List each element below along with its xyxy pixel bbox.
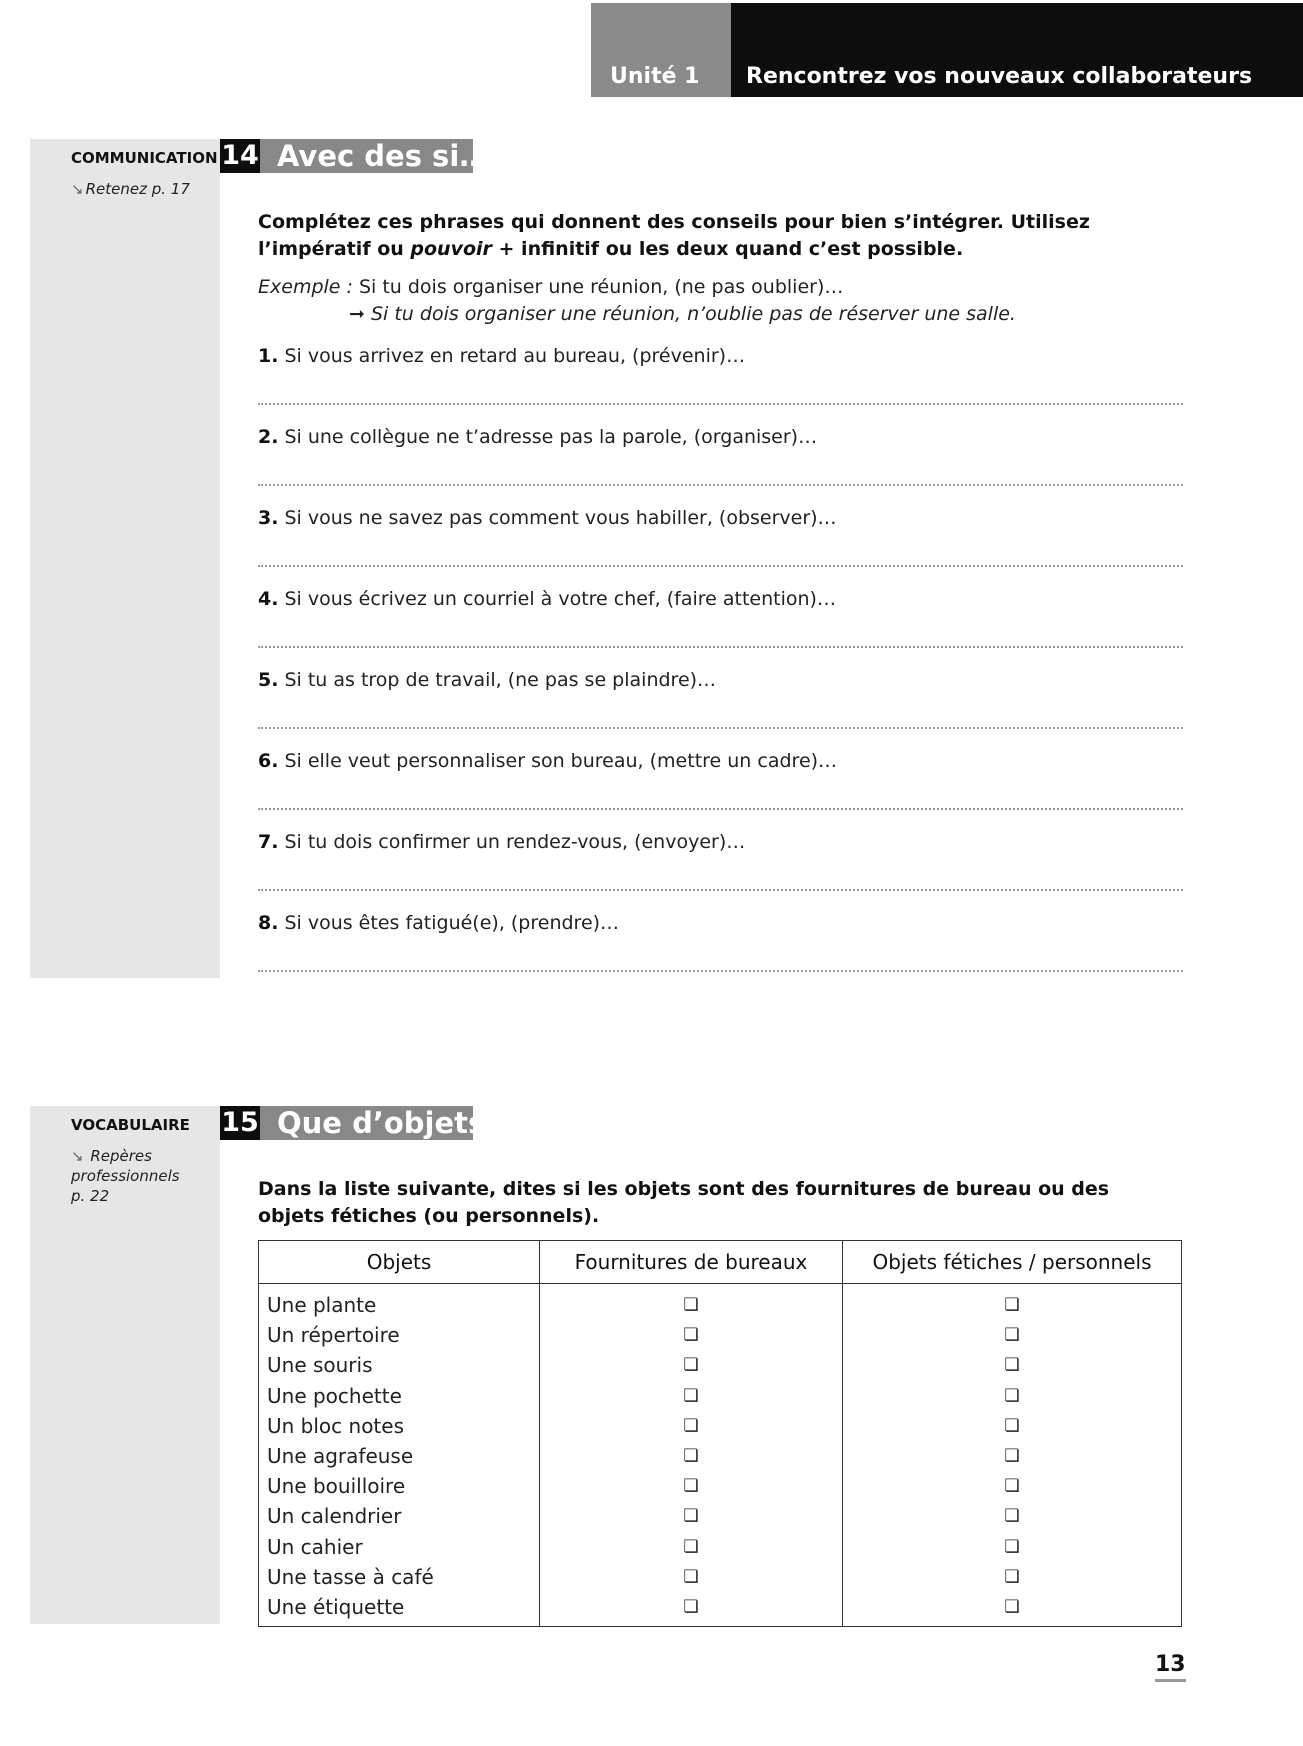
- exercise-instruction: Dans la liste suivante, dites si les objets sont des fournitures de bureau ou des objets fétiches (ou personnels).: [258, 1178, 1110, 1227]
- item-number: 8.: [258, 912, 279, 934]
- sidebar-reference: [71, 1146, 180, 1206]
- answer-line[interactable]: [258, 889, 1183, 891]
- office-supplies-checkbox[interactable]: ❏: [540, 1562, 843, 1592]
- object-name: Un répertoire: [259, 1320, 540, 1350]
- exercise-instruction: [258, 209, 1158, 263]
- office-supplies-checkbox[interactable]: ❏: [540, 1532, 843, 1562]
- example-answer-text: Si tu dois organiser une réunion, n’oublie pas de réserver une salle.: [370, 303, 1016, 325]
- answer-line[interactable]: [258, 970, 1183, 972]
- objects-table: [258, 1240, 1182, 1627]
- exercise-item: [258, 750, 837, 772]
- arrow-right-icon: ➞: [349, 303, 365, 325]
- item-text: Si tu dois confirmer un rendez-vous, (envoyer)…: [284, 831, 746, 853]
- table-row: [259, 1471, 1182, 1501]
- table-row: [259, 1501, 1182, 1531]
- column-header: Objets fétiches / personnels: [843, 1241, 1182, 1284]
- office-supplies-checkbox[interactable]: ❏: [540, 1411, 843, 1441]
- personal-object-checkbox[interactable]: ❏: [843, 1471, 1182, 1501]
- item-number: 2.: [258, 426, 279, 448]
- table-row: [259, 1320, 1182, 1350]
- exercise-number: 14: [221, 140, 259, 171]
- personal-object-checkbox[interactable]: ❏: [843, 1562, 1182, 1592]
- item-number: 4.: [258, 588, 279, 610]
- personal-object-checkbox[interactable]: ❏: [843, 1320, 1182, 1350]
- arrow-down-right-icon: ↘: [71, 1147, 84, 1165]
- header-unit-box: [591, 3, 731, 97]
- exercise-title: Avec des si…: [260, 139, 473, 173]
- sidebar-communication: [30, 139, 220, 978]
- arrow-down-right-icon: ↘: [71, 180, 84, 198]
- answer-line[interactable]: [258, 727, 1183, 729]
- object-name: Une pochette: [259, 1381, 540, 1411]
- object-name: Une agrafeuse: [259, 1441, 540, 1471]
- example-label: Exemple :: [258, 276, 353, 298]
- item-text: Si une collègue ne t’adresse pas la parole, (organiser)…: [284, 426, 818, 448]
- item-number: 1.: [258, 345, 279, 367]
- table-row: [259, 1350, 1182, 1380]
- answer-line[interactable]: [258, 403, 1183, 405]
- reference-text: Repères: [90, 1147, 152, 1165]
- table-row: [259, 1284, 1182, 1321]
- object-name: Un cahier: [259, 1532, 540, 1562]
- object-name: Une plante: [259, 1284, 540, 1321]
- reference-text: Retenez p. 17: [85, 180, 190, 198]
- office-supplies-checkbox[interactable]: ❏: [540, 1350, 843, 1380]
- example-text: Si tu dois organiser une réunion, (ne pas oublier)…: [352, 276, 844, 298]
- table-row: [259, 1381, 1182, 1411]
- office-supplies-checkbox[interactable]: ❏: [540, 1592, 843, 1627]
- object-name: Une souris: [259, 1350, 540, 1380]
- instruction-text: Complétez ces phrases qui donnent des conseils pour bien s’intégrer. Utilisez l’impératif ou: [258, 211, 1090, 260]
- exercise-item: [258, 345, 745, 367]
- office-supplies-checkbox[interactable]: ❏: [540, 1381, 843, 1411]
- object-name: Un bloc notes: [259, 1411, 540, 1441]
- example-answer: [349, 303, 1016, 325]
- office-supplies-checkbox[interactable]: ❏: [540, 1471, 843, 1501]
- personal-object-checkbox[interactable]: ❏: [843, 1532, 1182, 1562]
- table-row: [259, 1441, 1182, 1471]
- item-text: Si vous ne savez pas comment vous habiller, (observer)…: [284, 507, 837, 529]
- item-number: 6.: [258, 750, 279, 772]
- item-text: Si vous êtes fatigué(e), (prendre)…: [284, 912, 620, 934]
- personal-object-checkbox[interactable]: ❏: [843, 1350, 1182, 1380]
- sidebar-category: VOCABULAIRE: [71, 1116, 190, 1134]
- table-row: [259, 1592, 1182, 1627]
- answer-line[interactable]: [258, 808, 1183, 810]
- item-number: 7.: [258, 831, 279, 853]
- personal-object-checkbox[interactable]: ❏: [843, 1284, 1182, 1321]
- object-name: Un calendrier: [259, 1501, 540, 1531]
- table-row: [259, 1411, 1182, 1441]
- answer-line[interactable]: [258, 646, 1183, 648]
- unit-title: Rencontrez vos nouveaux collaborateurs: [746, 64, 1253, 89]
- office-supplies-checkbox[interactable]: ❏: [540, 1284, 843, 1321]
- sidebar-reference: [71, 179, 190, 199]
- table-row: [259, 1562, 1182, 1592]
- personal-object-checkbox[interactable]: ❏: [843, 1441, 1182, 1471]
- office-supplies-checkbox[interactable]: ❏: [540, 1320, 843, 1350]
- object-name: Une bouilloire: [259, 1471, 540, 1501]
- reference-text: professionnels: [71, 1167, 180, 1185]
- answer-line[interactable]: [258, 565, 1183, 567]
- item-number: 5.: [258, 669, 279, 691]
- item-text: Si elle veut personnaliser son bureau, (mettre un cadre)…: [284, 750, 838, 772]
- object-name: Une étiquette: [259, 1592, 540, 1627]
- exercise-item: [258, 507, 837, 529]
- exercise-item: [258, 588, 836, 610]
- item-text: Si vous arrivez en retard au bureau, (prévenir)…: [284, 345, 746, 367]
- exercise-item: [258, 912, 619, 934]
- answer-line[interactable]: [258, 484, 1183, 486]
- header-title-box: [731, 3, 1303, 97]
- table-header-row: [259, 1241, 1182, 1284]
- exercise-item: [258, 831, 745, 853]
- personal-object-checkbox[interactable]: ❏: [843, 1501, 1182, 1531]
- table-row: [259, 1532, 1182, 1562]
- personal-object-checkbox[interactable]: ❏: [843, 1592, 1182, 1627]
- office-supplies-checkbox[interactable]: ❏: [540, 1441, 843, 1471]
- column-header: Fournitures de bureaux: [540, 1241, 843, 1284]
- object-name: Une tasse à café: [259, 1562, 540, 1592]
- item-text: Si vous écrivez un courriel à votre chef, (faire attention)…: [284, 588, 836, 610]
- item-text: Si tu as trop de travail, (ne pas se plaindre)…: [284, 669, 717, 691]
- exercise-number: 15: [221, 1107, 259, 1138]
- exercise-title: Que d’objets: [260, 1106, 473, 1140]
- column-header: Objets: [259, 1241, 540, 1284]
- item-number: 3.: [258, 507, 279, 529]
- personal-object-checkbox[interactable]: ❏: [843, 1381, 1182, 1411]
- exercise-item: [258, 426, 817, 448]
- instruction-emphasis: pouvoir: [410, 238, 492, 260]
- example-prompt: [258, 276, 843, 298]
- sidebar-category: COMMUNICATION: [71, 149, 218, 167]
- office-supplies-checkbox[interactable]: ❏: [540, 1501, 843, 1531]
- page-number: 13: [1155, 1652, 1186, 1682]
- instruction-text: + infinitif ou les deux quand c’est possible.: [491, 238, 964, 260]
- reference-text: p. 22: [71, 1187, 110, 1205]
- exercise-item: [258, 669, 716, 691]
- personal-object-checkbox[interactable]: ❏: [843, 1411, 1182, 1441]
- unit-label: Unité 1: [610, 64, 700, 89]
- sidebar-vocabulaire: [30, 1106, 220, 1624]
